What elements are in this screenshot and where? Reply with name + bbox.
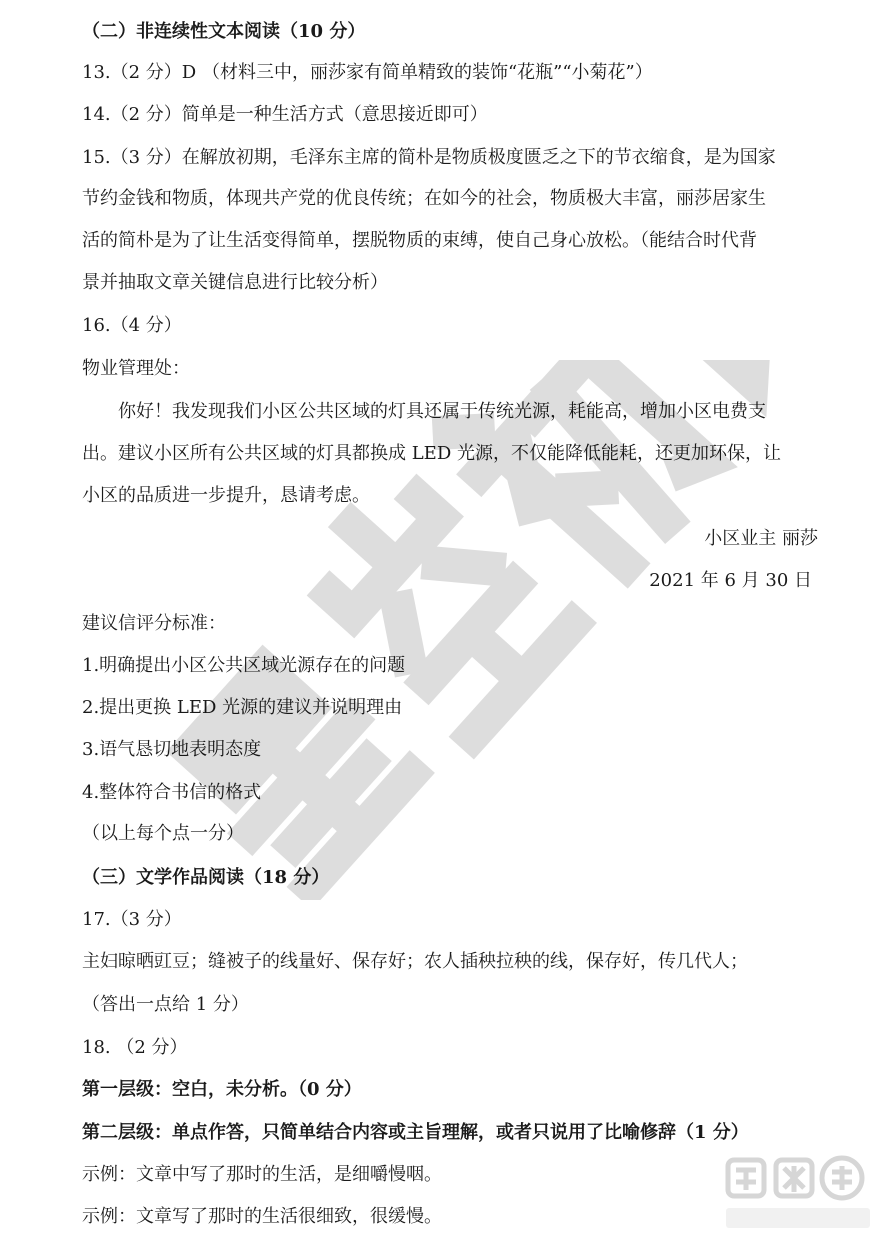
scoring-level-2: 第二层级：单点作答，只简单结合内容或主旨理解，或者只说用了比喻修辞（1 分） — [82, 1122, 749, 1143]
criteria-note: （以上每个点一分） — [82, 823, 244, 844]
answer-q17-note: （答出一点给 1 分） — [82, 994, 249, 1015]
letter-date: 2021 年 6 月 30 日 — [649, 570, 812, 591]
answer-q15-line3: 活的简朴是为了让生活变得简单，摆脱物质的束缚，使自己身心放松。（能结合时代背 — [82, 230, 757, 251]
letter-body-line3: 小区的品质进一步提升，恳请考虑。 — [82, 485, 370, 506]
criteria-item-4: 4.整体符合书信的格式 — [82, 782, 262, 803]
criteria-item-2: 2.提出更换 LED 光源的建议并说明理由 — [82, 697, 403, 718]
criteria-title: 建议信评分标准： — [82, 613, 226, 634]
letter-salutation: 物业管理处： — [82, 358, 190, 379]
answer-q15-line4: 景并抽取文章关键信息进行比较分析） — [82, 272, 388, 293]
site-logo-graphic — [714, 1152, 882, 1236]
answer-q13: 13.（2 分）D （材料三中，丽莎家有简单精致的装饰“花瓶”“小菊花”） — [82, 62, 653, 83]
letter-body-line2: 出。建议小区所有公共区域的灯具都换成 LED 光源，不仅能降低能耗，还更加环保，让 — [82, 443, 781, 464]
site-logo — [714, 1152, 882, 1236]
scoring-level-1: 第一层级：空白，未分析。（0 分） — [82, 1079, 362, 1100]
answer-q17: 17.（3 分） — [82, 909, 182, 930]
answer-q14: 14.（2 分）简单是一种生活方式（意思接近即可） — [82, 104, 488, 125]
letter-signature: 小区业主 丽莎 — [704, 528, 818, 549]
criteria-item-3: 3.语气恳切地表明态度 — [82, 739, 262, 760]
criteria-item-1: 1.明确提出小区公共区域光源存在的问题 — [82, 655, 406, 676]
answer-q16: 16.（4 分） — [82, 315, 182, 336]
answer-q15-line2: 节约金钱和物质，体现共产党的优良传统；在如今的社会，物质极大丰富，丽莎居家生 — [82, 188, 766, 209]
answer-q17-content: 主妇晾晒豇豆；缝被子的线量好、保存好；农人插秧拉秧的线，保存好，传几代人； — [82, 951, 748, 972]
answer-q15-line1: 15.（3 分）在解放初期，毛泽东主席的简朴是物质极度匮乏之下的节衣缩食，是为国家 — [82, 147, 776, 168]
watermark-graphic — [150, 360, 770, 900]
section-three-heading: （三）文学作品阅读（18 分） — [82, 867, 330, 888]
answer-q18: 18. （2 分） — [82, 1037, 188, 1058]
letter-body-line1: 你好！我发现我们小区公共区域的灯具还属于传统光源，耗能高，增加小区电费支 — [118, 401, 766, 422]
example-1: 示例：文章中写了那时的生活，是细嚼慢咽。 — [82, 1164, 442, 1185]
watermark — [150, 360, 770, 900]
example-2: 示例：文章写了那时的生活很细致，很缓慢。 — [82, 1206, 442, 1227]
section-two-heading: （二）非连续性文本阅读（10 分） — [82, 21, 366, 42]
